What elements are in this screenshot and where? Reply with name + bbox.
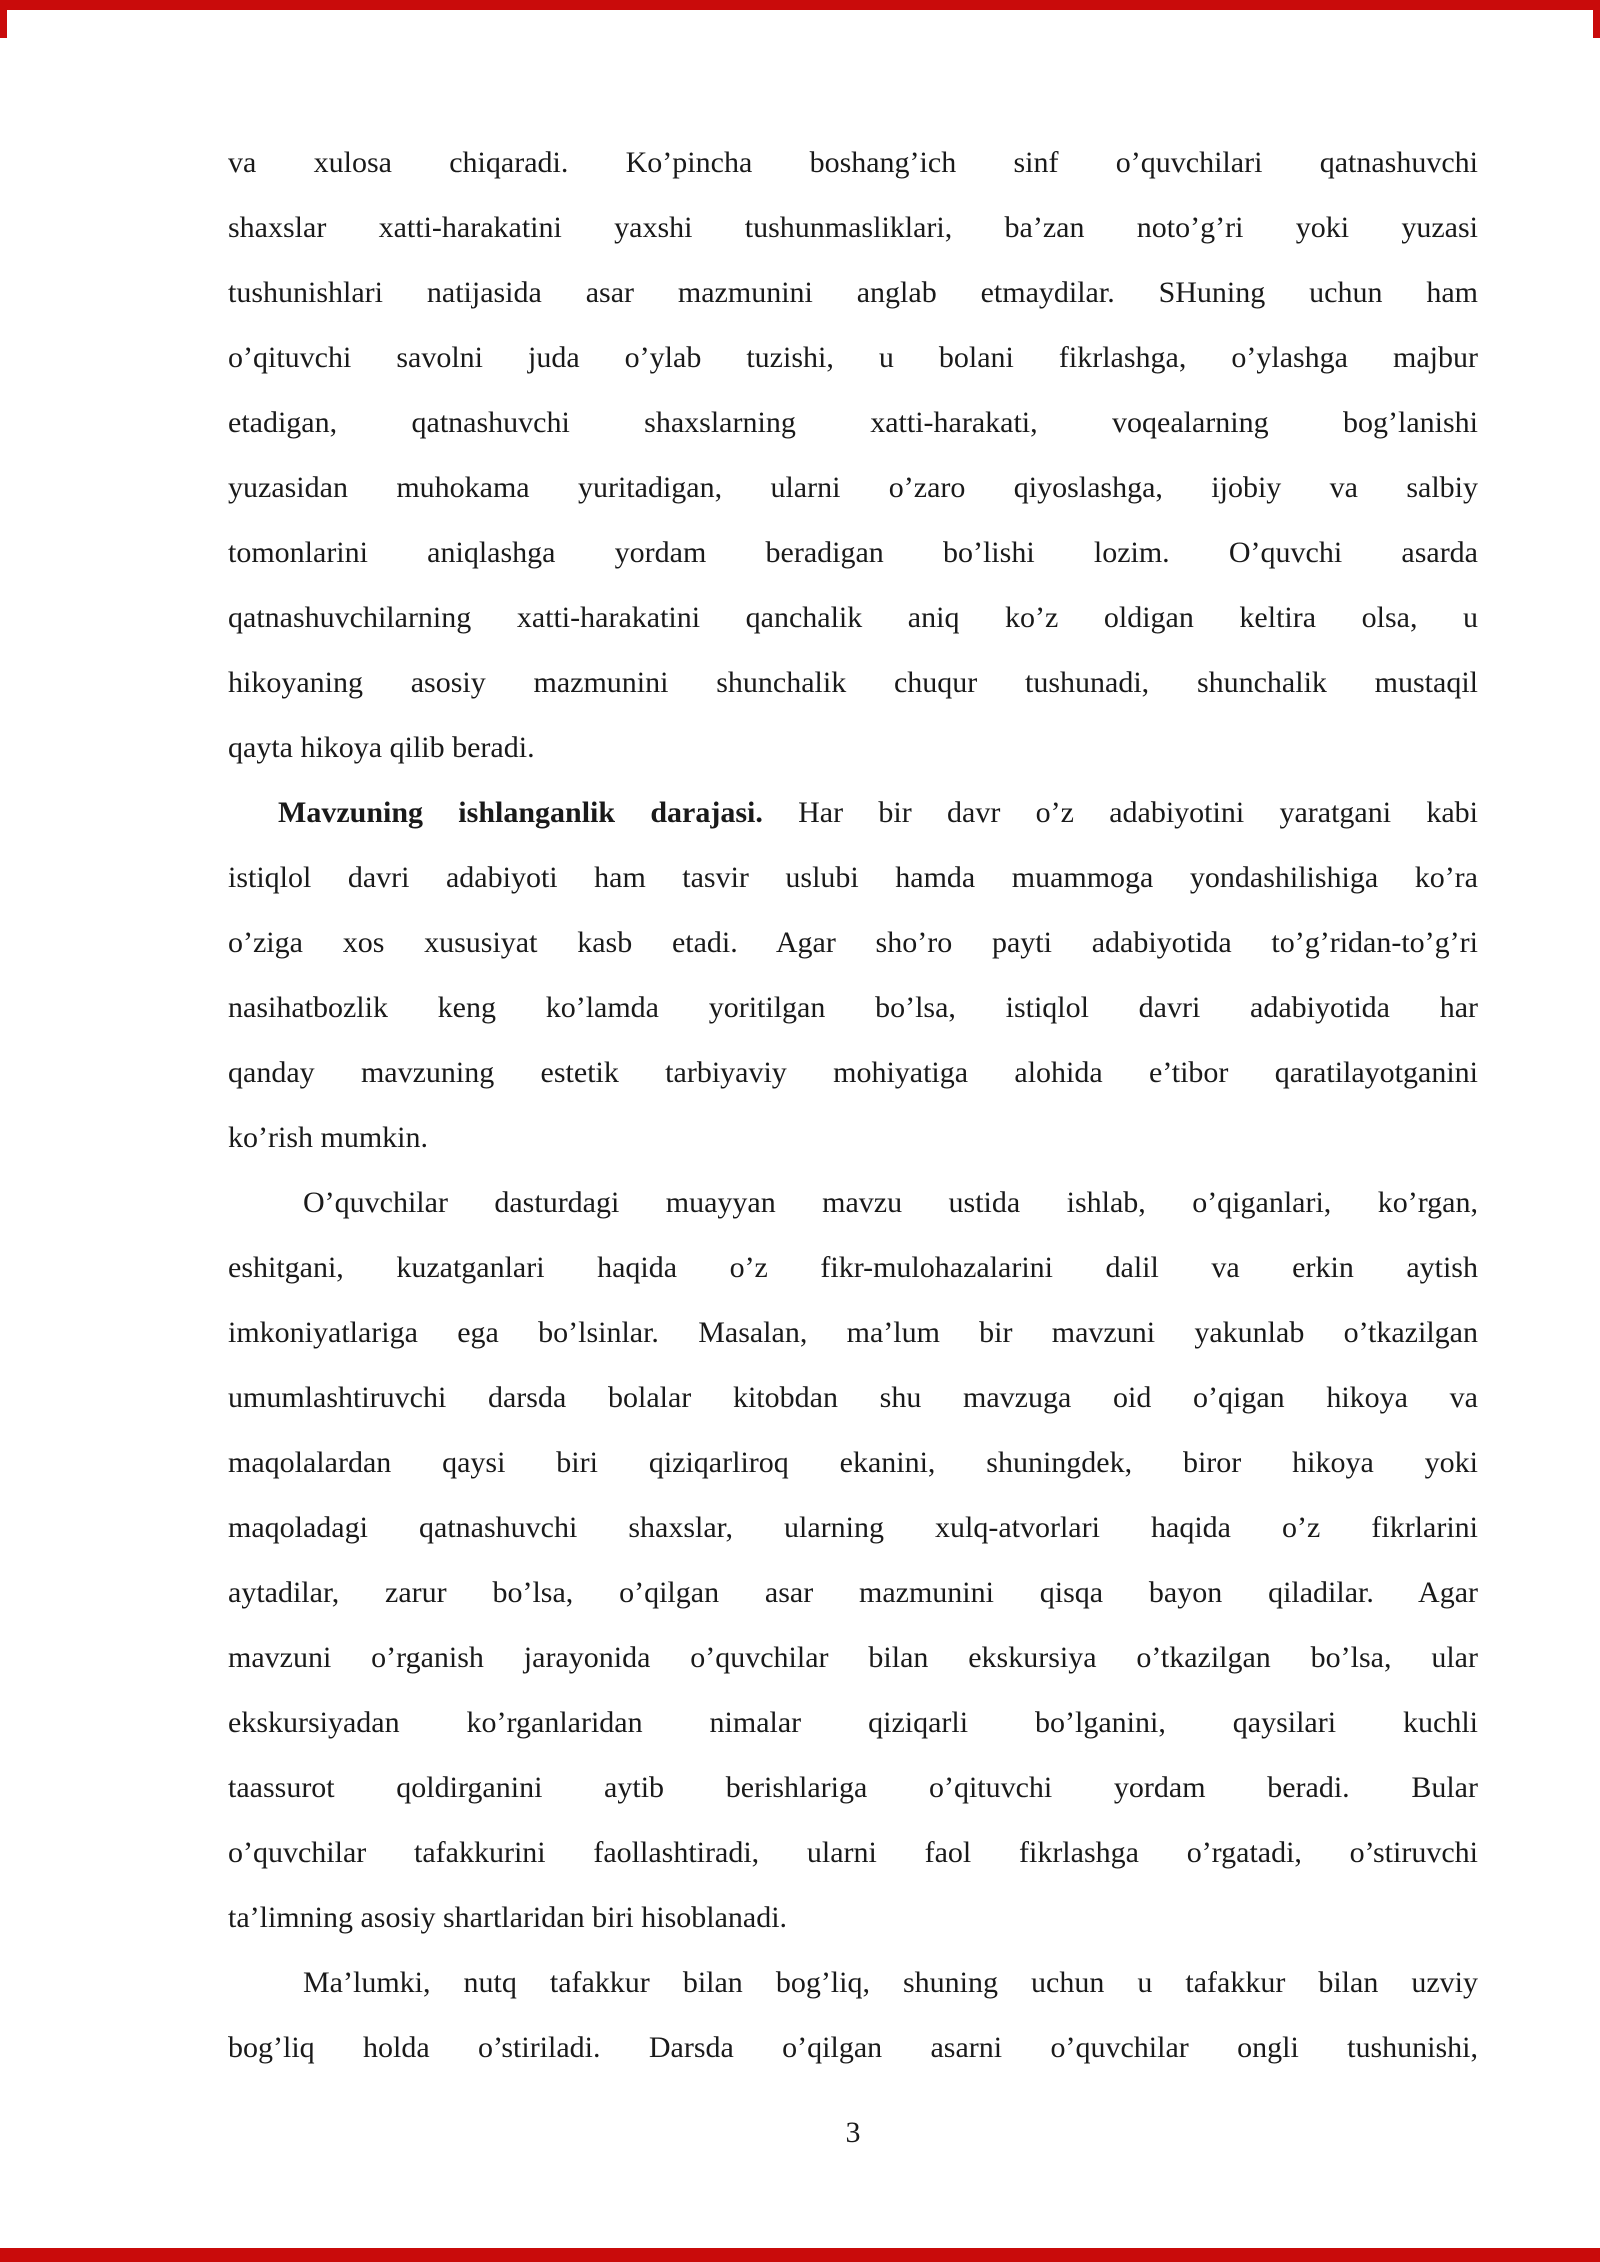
document-text	[228, 130, 1478, 2080]
page-edge-top	[0, 0, 1600, 10]
text-line	[228, 520, 1478, 585]
text-line	[228, 1300, 1478, 1365]
page-edge-corner-left	[0, 0, 7, 38]
text-line	[228, 780, 1478, 845]
text-run: yuzasidan muhokama yuritadigan, ularni o’zaro qiyoslashga, ijobiy va salbiy	[228, 471, 1478, 504]
page-edge-corner-right	[1593, 0, 1600, 38]
text-line	[228, 1365, 1478, 1430]
text-line	[228, 1690, 1478, 1755]
text-run: imkoniyatlariga ega bo’lsinlar. Masalan, ma’lum bir mavzuni yakunlab o’tkazilgan	[228, 1316, 1478, 1349]
text-line	[228, 1560, 1478, 1625]
text-run: o’qituvchi savolni juda o’ylab tuzishi, u bolani fikrlashga, o’ylashga majbur	[228, 341, 1478, 374]
text-run: aytadilar, zarur bo’lsa, o’qilgan asar mazmunini qisqa bayon qiladilar. Agar	[228, 1576, 1478, 1609]
text-run: o’ziga xos xususiyat kasb etadi. Agar sho’ro payti adabiyotida to’g’ridan-to’g’ri	[228, 926, 1478, 959]
text-line	[228, 1755, 1478, 1820]
text-run: qayta hikoya qilib beradi.	[228, 731, 535, 764]
text-run: Ma’lumki, nutq tafakkur bilan bog’liq, shuning uchun u tafakkur bilan uzviy	[303, 1966, 1478, 1999]
text-run: umumlashtiruvchi darsda bolalar kitobdan shu mavzuga oid o’qigan hikoya va	[228, 1381, 1478, 1414]
text-run: tushunishlari natijasida asar mazmunini anglab etmaydilar. SHuning uchun ham	[228, 276, 1478, 309]
text-line	[228, 845, 1478, 910]
text-run: O’quvchilar dasturdagi muayyan mavzu ustida ishlab, o’qiganlari, ko’rgan,	[303, 1186, 1478, 1219]
text-line	[228, 1625, 1478, 1690]
text-line	[228, 130, 1478, 195]
text-run: Har bir davr o’z adabiyotini yaratgani kabi	[762, 796, 1478, 829]
text-line	[228, 390, 1478, 455]
text-line	[228, 260, 1478, 325]
bold-run: Mavzuning ishlanganlik darajasi.	[278, 796, 763, 829]
text-run: qatnashuvchilarning xatti-harakatini qanchalik aniq ko’z oldigan keltira olsa, u	[228, 601, 1478, 634]
text-line	[228, 585, 1478, 650]
page-edge-bottom	[0, 2248, 1600, 2262]
text-line	[228, 1820, 1478, 1885]
text-run: taassurot qoldirganini aytib berishlariga o’qituvchi yordam beradi. Bular	[228, 1771, 1478, 1804]
text-run: maqoladagi qatnashuvchi shaxslar, ularning xulq-atvorlari haqida o’z fikrlarini	[228, 1511, 1478, 1544]
text-line	[228, 1235, 1478, 1300]
text-run: ta’limning asosiy shartlaridan biri hisoblanadi.	[228, 1901, 788, 1934]
text-line	[228, 325, 1478, 390]
page-number: 3	[845, 2116, 861, 2149]
text-line	[228, 1105, 1478, 1170]
text-line	[228, 1040, 1478, 1105]
text-run: o’quvchilar tafakkurini faollashtiradi, ularni faol fikrlashga o’rgatadi, o’stiruvchi	[228, 1836, 1478, 1869]
text-line	[228, 975, 1478, 1040]
text-run: shaxslar xatti-harakatini yaxshi tushunmasliklari, ba’zan noto’g’ri yoki yuzasi	[228, 211, 1478, 244]
text-run: nasihatbozlik keng ko’lamda yoritilgan bo’lsa, istiqlol davri adabiyotida har	[228, 991, 1478, 1024]
text-run: istiqlol davri adabiyoti ham tasvir uslubi hamda muammoga yondashilishiga ko’ra	[228, 861, 1478, 894]
text-run: eshitgani, kuzatganlari haqida o’z fikr-mulohazalarini dalil va erkin aytish	[228, 1251, 1478, 1284]
text-run: qanday mavzuning estetik tarbiyaviy mohiyatiga alohida e’tibor qaratilayotganini	[228, 1056, 1478, 1089]
text-run: ekskursiyadan ko’rganlaridan nimalar qiziqarli bo’lganini, qaysilari kuchli	[228, 1706, 1478, 1739]
text-run: bog’liq holda o’stiriladi. Darsda o’qilgan asarni o’quvchilar ongli tushunishi,	[228, 2031, 1478, 2064]
text-line	[228, 1950, 1478, 2015]
text-run: tomonlarini aniqlashga yordam beradigan bo’lishi lozim. O’quvchi asarda	[228, 536, 1478, 569]
text-run: maqolalardan qaysi biri qiziqarliroq ekanini, shuningdek, biror hikoya yoki	[228, 1446, 1478, 1479]
text-line	[228, 1170, 1478, 1235]
text-line	[228, 455, 1478, 520]
text-run: va xulosa chiqaradi. Ko’pincha boshang’ich sinf o’quvchilari qatnashuvchi	[228, 146, 1478, 179]
text-line	[228, 195, 1478, 260]
text-line	[228, 910, 1478, 975]
text-line	[228, 715, 1478, 780]
text-run: mavzuni o’rganish jarayonida o’quvchilar bilan ekskursiya o’tkazilgan bo’lsa, ular	[228, 1641, 1478, 1674]
text-line	[228, 1495, 1478, 1560]
text-line	[228, 2015, 1478, 2080]
text-line	[228, 1885, 1478, 1950]
text-run: ko’rish mumkin.	[228, 1121, 428, 1154]
text-line	[228, 1430, 1478, 1495]
text-line	[228, 650, 1478, 715]
text-run: hikoyaning asosiy mazmunini shunchalik chuqur tushunadi, shunchalik mustaqil	[228, 666, 1478, 699]
text-run: etadigan, qatnashuvchi shaxslarning xatti-harakati, voqealarning bog’lanishi	[228, 406, 1478, 439]
